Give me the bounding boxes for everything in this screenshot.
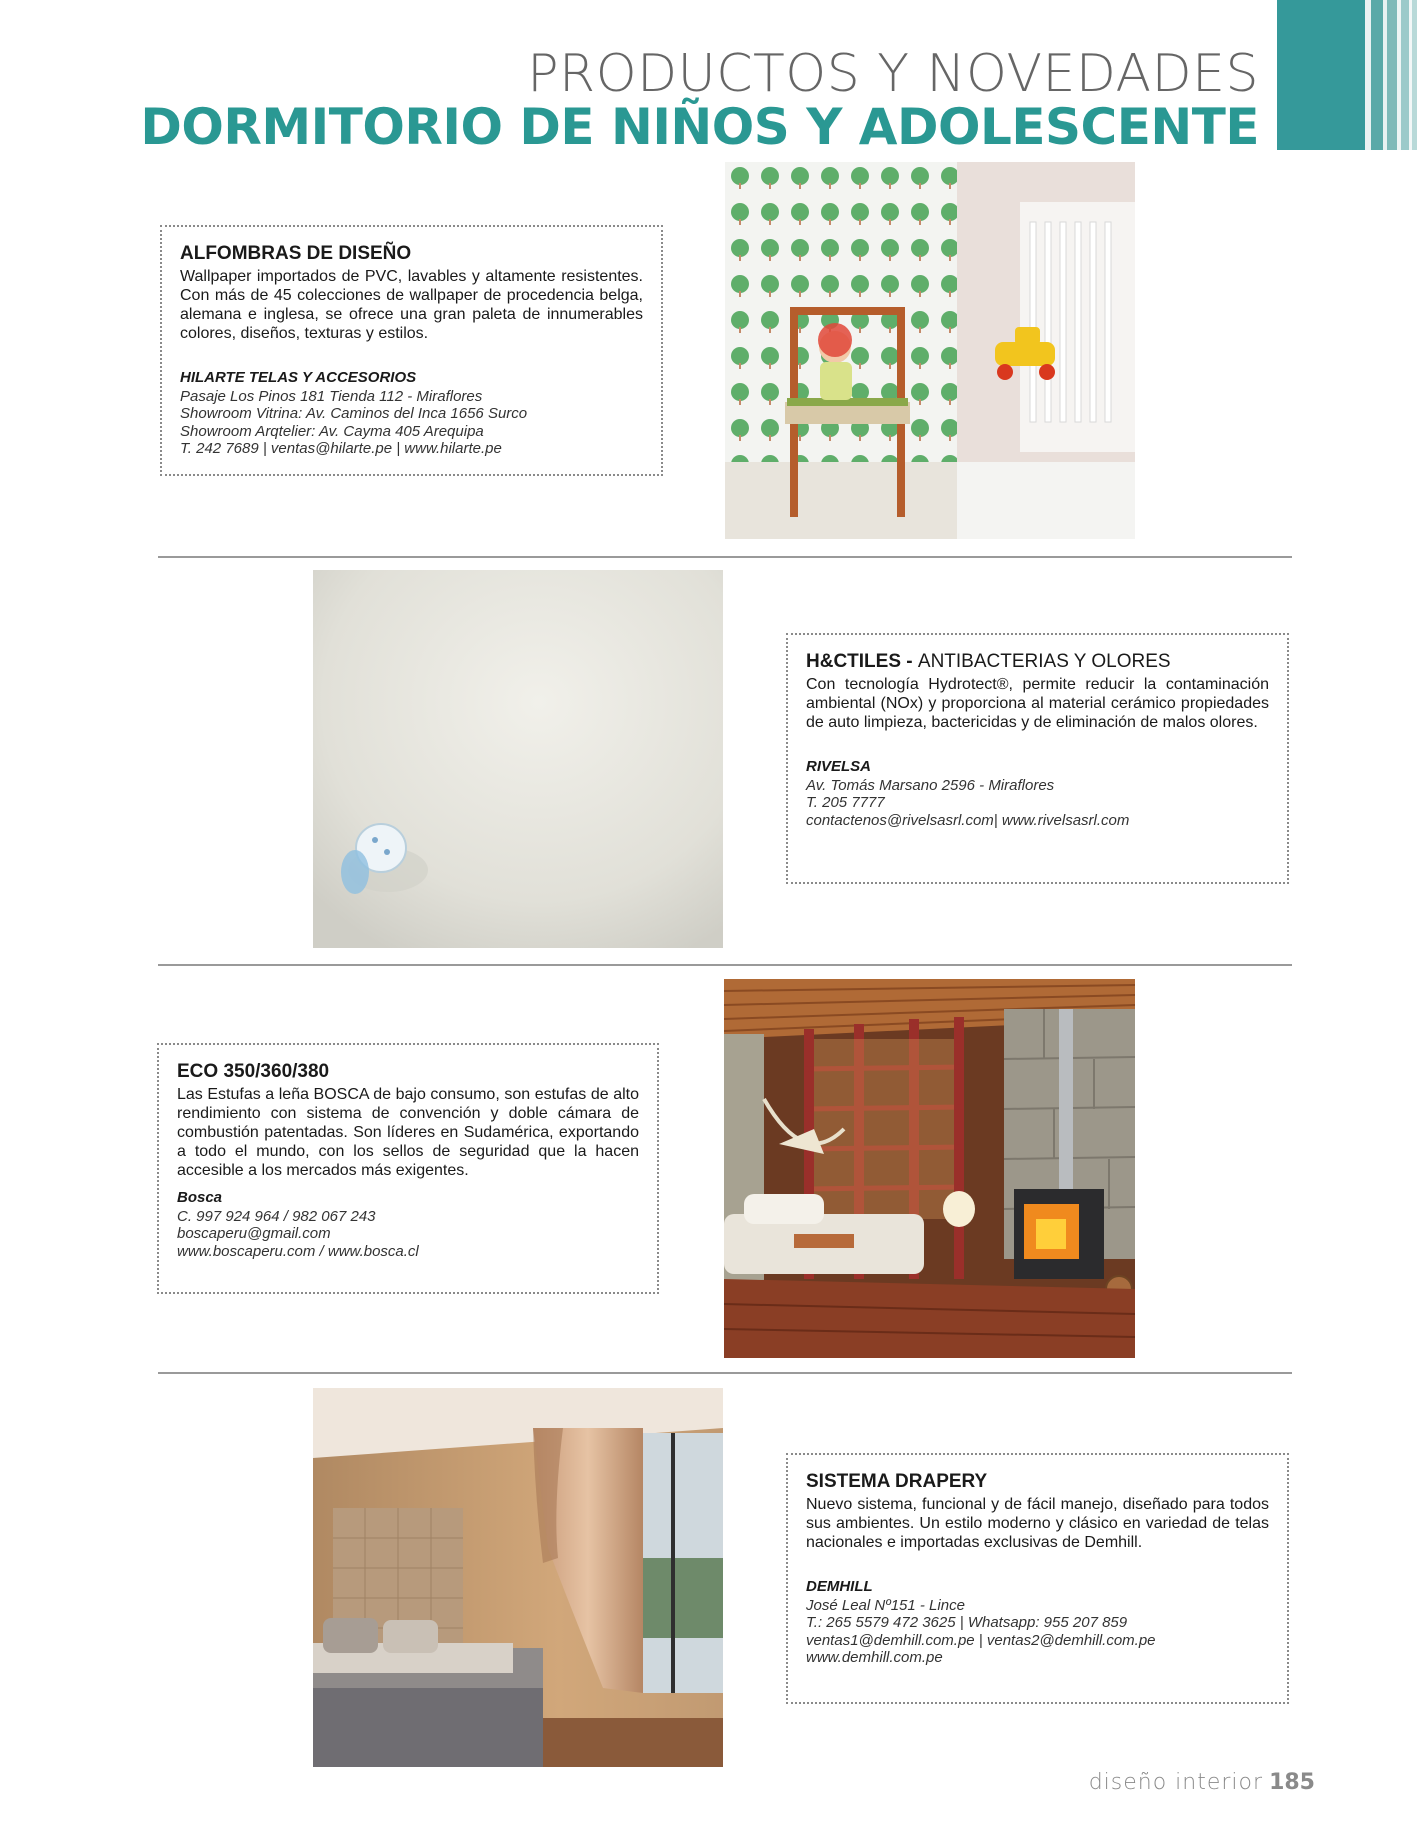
contact-line: contactenos@rivelsasrl.com| www.rivelsasrl.com	[806, 811, 1130, 829]
section-divider	[158, 964, 1292, 966]
contact-info	[177, 1208, 639, 1261]
product-title: H&CTILES - ANTIBACTERIAS Y OLORES	[806, 651, 1171, 672]
product-title: SISTEMA DRAPERY	[806, 1471, 988, 1492]
product-description: Nuevo sistema, funcional y de fácil manejo, diseñado para todos sus ambientes. Un estilo moderno y clásico en variedad de telas nacionales e importadas exclusivas de Demhill.	[806, 1495, 1269, 1551]
contact-line: C. 997 924 964 / 982 067 243	[177, 1207, 376, 1225]
contact-line: José Leal Nº151 - Lince	[806, 1596, 965, 1614]
product-box-hctiles	[786, 633, 1289, 884]
page-title: DORMITORIO DE NIÑOS Y ADOLESCENTE	[140, 98, 1259, 156]
header-color-block	[1277, 0, 1417, 150]
contact-line: boscaperu@gmail.com	[177, 1225, 331, 1243]
page-number: 185	[1269, 1770, 1315, 1795]
contact-line: www.boscaperu.com / www.bosca.cl	[177, 1242, 419, 1260]
contact-info	[180, 388, 643, 458]
tile-pacifier-photo	[313, 570, 723, 948]
company-name: Bosca	[177, 1188, 223, 1206]
product-title: ECO 350/360/380	[177, 1061, 330, 1082]
product-box-drapery	[786, 1453, 1289, 1704]
product-description: Wallpaper importados de PVC, lavables y altamente resistentes. Con más de 45 colecciones de wallpaper de procedencia belga, alemana e inglesa, se ofrece una gran paleta de innumerables colores, diseños, texturas y estilos.	[180, 267, 643, 342]
magazine-name: diseño interior	[1088, 1770, 1264, 1795]
contact-line: T.: 265 5579 472 3625 | Whatsapp: 955 207 859	[806, 1614, 1128, 1632]
product-description: Las Estufas a leña BOSCA de bajo consumo, son estufas de alto rendimiento con sistema de convención y doble cámara de combustión patentadas. Son líderes en Sudamérica, exportando a todo el mundo, con los sellos de seguridad que la hacen accesible a los mercados más exigentes.	[177, 1085, 639, 1179]
contact-line: T. 205 7777	[806, 794, 885, 812]
drapery-bedroom-photo	[313, 1388, 723, 1767]
header-kicker: PRODUCTOS Y NOVEDADES	[527, 44, 1259, 104]
product-box-eco	[157, 1043, 659, 1294]
wallpaper-room-photo	[725, 162, 1135, 539]
section-divider	[158, 1372, 1292, 1374]
company-name: HILARTE TELAS Y ACCESORIOS	[180, 368, 417, 386]
contact-info	[806, 1597, 1269, 1667]
contact-line: Av. Tomás Marsano 2596 - Miraflores	[806, 776, 1055, 794]
contact-line: www.demhill.com.pe	[806, 1649, 943, 1667]
product-box-alfombras	[160, 225, 663, 476]
company-name: RIVELSA	[806, 757, 872, 775]
contact-line: T. 242 7689 | ventas@hilarte.pe | www.hilarte.pe	[180, 440, 502, 458]
contact-line: Showroom Vitrina: Av. Caminos del Inca 1656 Surco	[180, 405, 528, 423]
product-title: ALFOMBRAS DE DISEÑO	[180, 243, 412, 264]
contact-info	[806, 777, 1269, 830]
contact-line: Showroom Arqtelier: Av. Cayma 405 Arequipa	[180, 422, 484, 440]
product-description: Con tecnología Hydrotect®, permite reducir la contaminación ambiental (NOx) y proporciona al material cerámico propiedades de auto limpieza, bactericidas y de eliminación de malos olores.	[806, 675, 1269, 731]
contact-line: Pasaje Los Pinos 181 Tienda 112 - Miraflores	[180, 387, 483, 405]
page-footer	[1089, 1772, 1315, 1794]
wood-stove-room-photo	[724, 979, 1135, 1358]
contact-line: ventas1@demhill.com.pe | ventas2@demhill.com.pe	[806, 1631, 1156, 1649]
company-name: DEMHILL	[806, 1577, 873, 1595]
section-divider	[158, 556, 1292, 558]
